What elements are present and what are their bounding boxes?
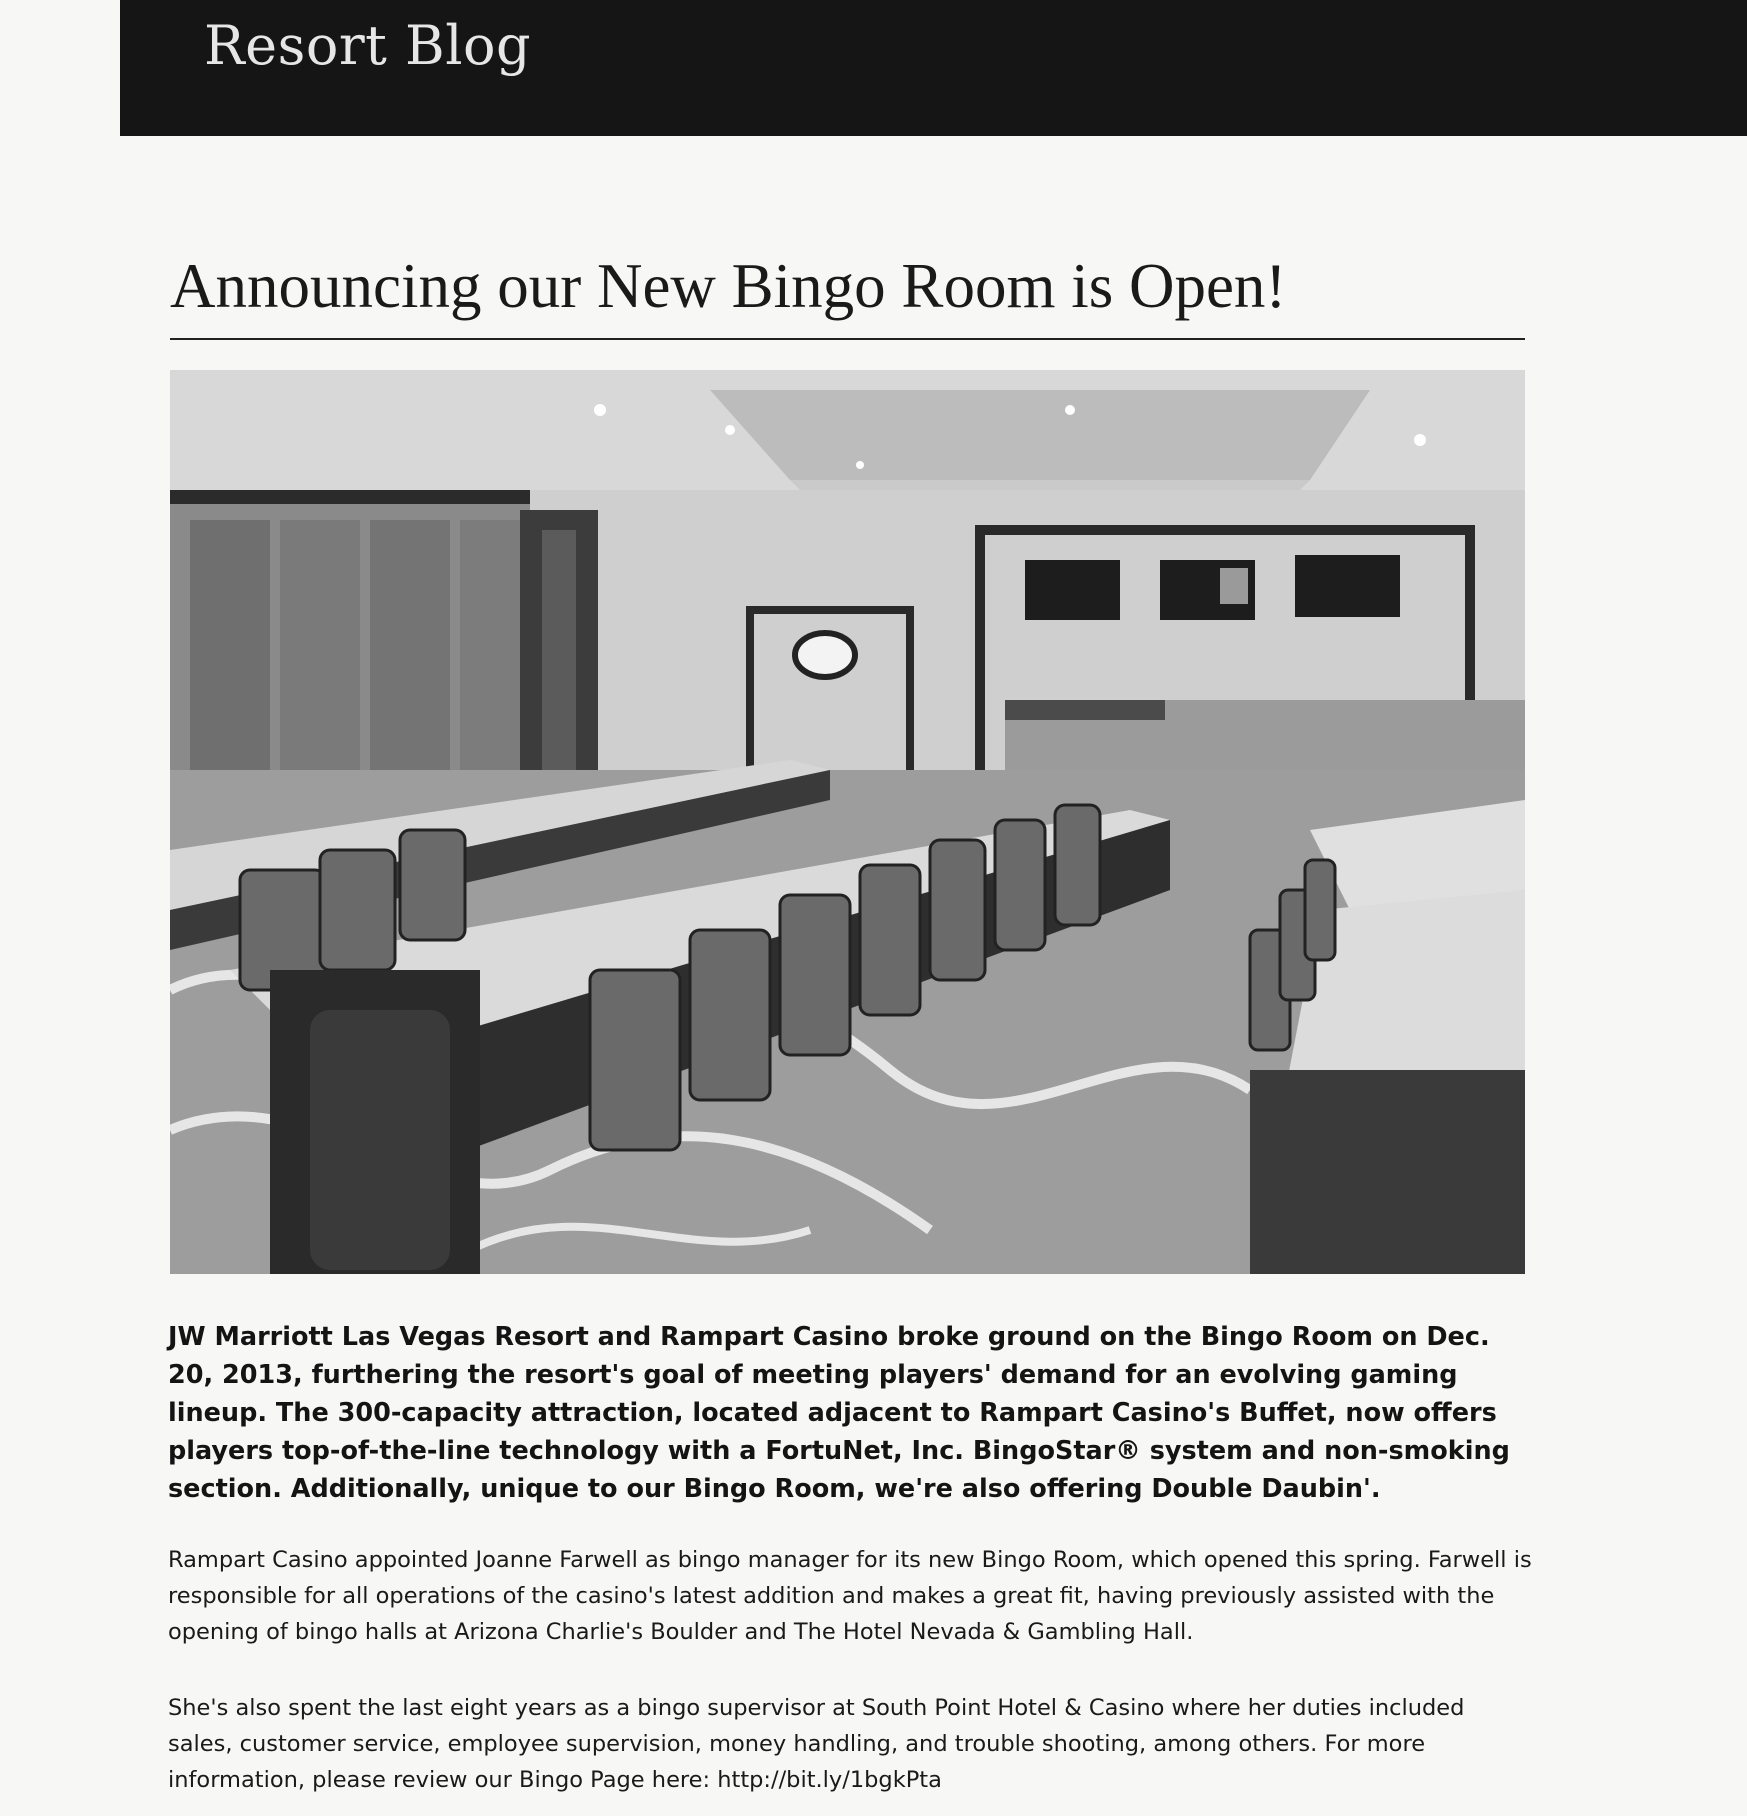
title-divider bbox=[170, 338, 1525, 340]
body-paragraph: Rampart Casino appointed Joanne Farwell as bingo manager for its new Bingo Room, which opened this spring. Farwell is responsible for all operations of the casino's latest addition and makes a great fit, having previously assisted with the opening of bingo halls at Arizona Charlie's Boulder and The Hotel Nevada & Gambling Hall. bbox=[168, 1547, 1532, 1645]
post-title: Announcing our New Bingo Room is Open! bbox=[170, 251, 1287, 321]
blog-header-banner bbox=[120, 0, 1747, 136]
blog-name: Resort Blog bbox=[204, 14, 532, 77]
body-paragraph: She's also spent the last eight years as a bingo supervisor at South Point Hotel & Casino where her duties included sales, customer service, employee supervision, money handling, and trouble shooting, among others. For more information, please review our Bingo Page here: http://bit.ly/1bgkPta bbox=[168, 1695, 1465, 1793]
bingo-room-photo bbox=[170, 370, 1525, 1274]
lead-paragraph: JW Marriott Las Vegas Resort and Rampart Casino broke ground on the Bingo Room on Dec. 20, 2013, furthering the resort's goal of meeting players' demand for an evolving gaming lineup. The 300-capacity attraction, located adjacent to Rampart Casino's Buffet, now offers players top-of-the-line technology with a FortuNet, Inc. BingoStar® system and non-smoking section. Additionally, unique to our Bingo Room, we're also offering Double Daubin'. bbox=[168, 1322, 1510, 1504]
